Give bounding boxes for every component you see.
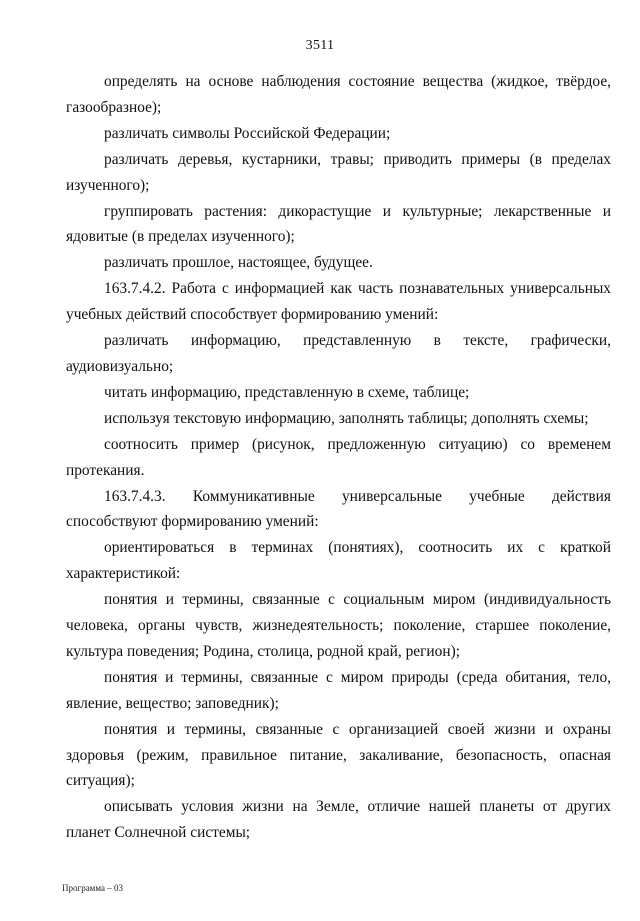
paragraph-social-terms: понятия и термины, связанные с социальным миром (индивидуальность человека, органы чувств, жизнедеятельность; поколение, старшее поколение, культура поведения; Родина, столица, родной край, регион);	[66, 591, 611, 660]
paragraph-group-plants: группировать растения: дикорастущие и культурные; лекарственные и ядовитые (в пределах изученного);	[66, 202, 611, 246]
paragraph-past-present-future: различать прошлое, настоящее, будущее.	[104, 254, 373, 272]
paragraph-health-terms: понятия и термины, связанные с организацией своей жизни и охраны здоровья (режим, правильное питание, закаливание, безопасность, опасная ситуация);	[66, 720, 611, 790]
document-body	[66, 69, 611, 846]
page-number: 3511	[305, 38, 335, 53]
paragraph-state-of-matter: определять на основе наблюдения состояние вещества (жидкое, твёрдое, газообразное);	[66, 73, 611, 116]
page-footer: Программа – 03	[62, 883, 124, 893]
paragraph-russian-symbols: различать символы Российской Федерации;	[104, 124, 391, 142]
paragraph-correlate-example: соотносить пример (рисунок, предложенную ситуацию) со временем протекания.	[66, 435, 611, 479]
paragraph-nature-terms: понятия и термины, связанные с миром природы (среда обитания, тело, явление, вещество; заповедник);	[66, 668, 611, 712]
paragraph-read-information: читать информацию, представленную в схеме, таблице;	[104, 383, 470, 401]
paragraph-plants-types: различать деревья, кустарники, травы; приводить примеры (в пределах изученного);	[66, 150, 611, 194]
paragraph-section-163-7-4-2: 163.7.4.2. Работа с информацией как часть познавательных универсальных учебных действий способствует формированию умений:	[66, 280, 611, 324]
paragraph-life-on-earth: описывать условия жизни на Земле, отличие нашей планеты от других планет Солнечной системы;	[66, 798, 611, 842]
paragraph-fill-tables: используя текстовую информацию, заполнять таблицы; дополнять схемы;	[104, 409, 589, 427]
paragraph-orient-terms: ориентироваться в терминах (понятиях), соотносить их с краткой характеристикой:	[66, 539, 611, 583]
paragraph-section-163-7-4-3: 163.7.4.3. Коммуникативные универсальные учебные действия способствуют формированию умений:	[66, 487, 611, 531]
paragraph-distinguish-information: различать информацию, представленную в тексте, графически, аудиовизуально;	[66, 332, 611, 375]
